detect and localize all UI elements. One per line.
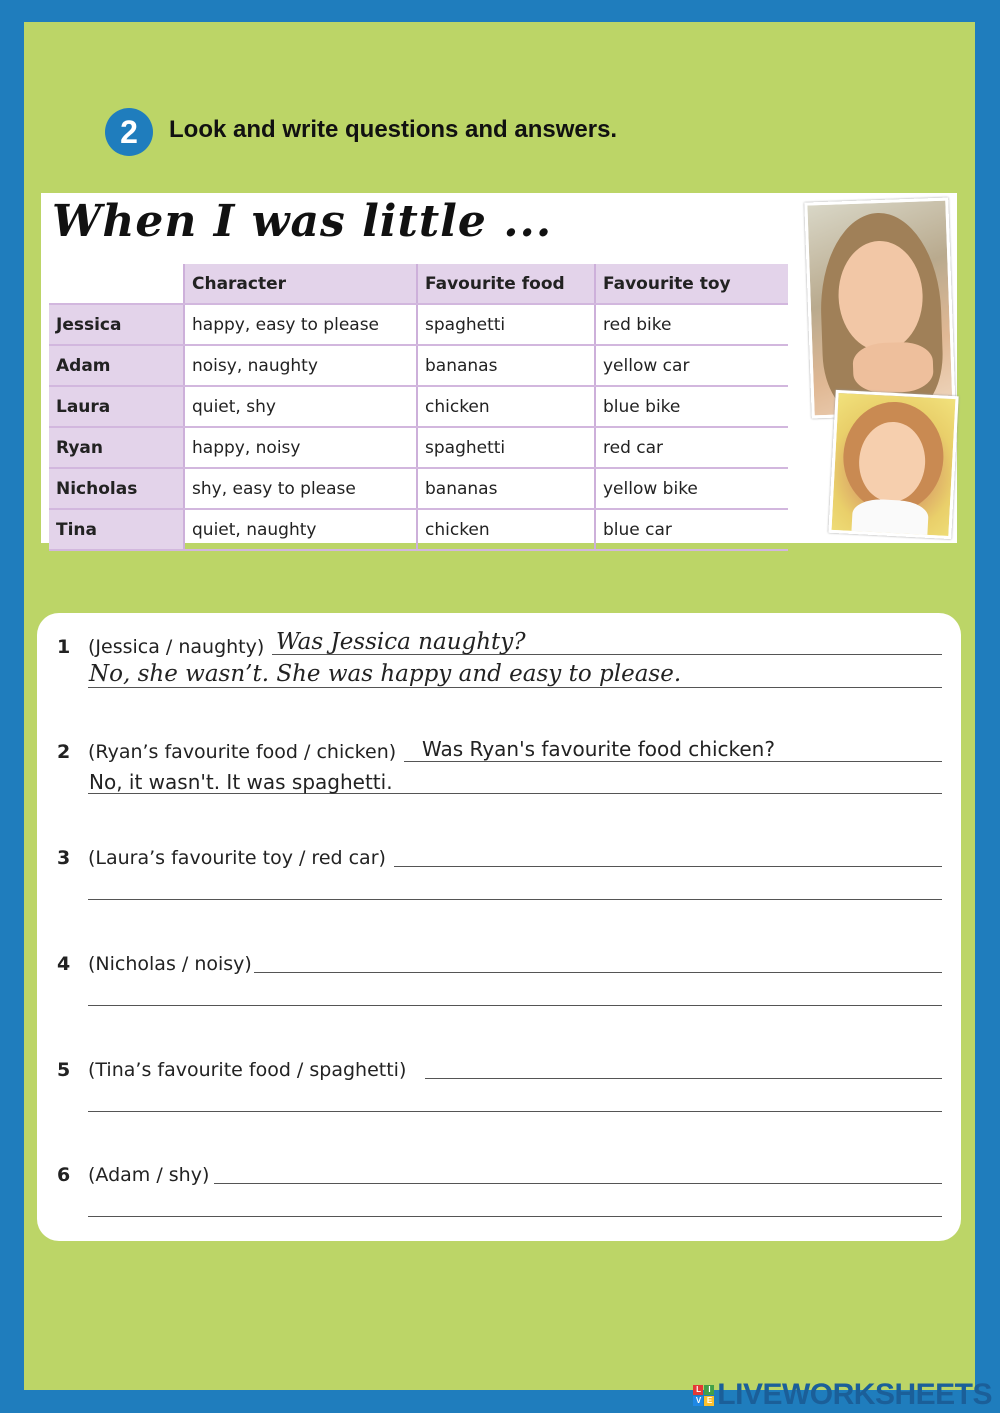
row-food: bananas (417, 468, 595, 509)
row-name: Jessica (49, 304, 184, 345)
table-header-character: Character (184, 264, 417, 304)
question-answer-input[interactable]: Was Jessica naughty? (276, 629, 526, 655)
answer-line (425, 1078, 942, 1079)
question-number: 1 (57, 636, 71, 658)
table-row (49, 386, 788, 427)
row-food: spaghetti (417, 304, 595, 345)
answer-input[interactable]: No, she wasn’t. She was happy and easy to please. (89, 661, 682, 687)
child-photo (828, 390, 958, 539)
row-toy: yellow car (595, 345, 788, 386)
liveworksheets-icon (693, 1385, 714, 1406)
table-header-food: Favourite food (417, 264, 595, 304)
answer-line (88, 687, 942, 688)
table-row (49, 345, 788, 386)
question-number: 6 (57, 1164, 71, 1186)
answer-input[interactable]: No, it wasn't. It was spaghetti. (89, 770, 393, 794)
girl-photo (804, 198, 955, 419)
table-header-toy: Favourite toy (595, 264, 788, 304)
answer-line (88, 1111, 942, 1112)
liveworksheets-logo (693, 1378, 992, 1412)
row-character: quiet, shy (184, 386, 417, 427)
row-toy: blue car (595, 509, 788, 550)
row-name: Ryan (49, 427, 184, 468)
table-row (49, 427, 788, 468)
photo-hands (852, 341, 934, 394)
brand-icon-letter: V (693, 1396, 703, 1406)
question-number: 3 (57, 847, 71, 869)
table-row (49, 468, 788, 509)
question-prompt: (Tina’s favourite food / spaghetti) (88, 1059, 407, 1081)
row-name: Adam (49, 345, 184, 386)
answer-line (88, 1216, 942, 1217)
row-character: shy, easy to please (184, 468, 417, 509)
row-food: chicken (417, 386, 595, 427)
answer-line (88, 1005, 942, 1006)
table-row (49, 509, 788, 550)
table-header-row (49, 264, 788, 304)
answer-line (88, 899, 942, 900)
row-food: bananas (417, 345, 595, 386)
row-character: happy, easy to please (184, 304, 417, 345)
row-toy: yellow bike (595, 468, 788, 509)
row-character: noisy, naughty (184, 345, 417, 386)
row-toy: blue bike (595, 386, 788, 427)
answer-line (254, 972, 942, 973)
answer-line (394, 866, 942, 867)
question-number: 2 (57, 741, 71, 763)
brand-icon-letter: I (704, 1385, 714, 1395)
photo-body (851, 498, 929, 539)
question-prompt: (Adam / shy) (88, 1164, 210, 1186)
row-name: Tina (49, 509, 184, 550)
brand-icon-letter: L (693, 1385, 703, 1395)
question-prompt: (Ryan’s favourite food / chicken) (88, 741, 397, 763)
exercise-instruction: Look and write questions and answers. (169, 116, 618, 143)
question-number: 4 (57, 953, 71, 975)
row-food: chicken (417, 509, 595, 550)
row-name: Nicholas (49, 468, 184, 509)
question-answer-input[interactable]: Was Ryan's favourite food chicken? (422, 737, 775, 761)
answer-line (214, 1183, 942, 1184)
answer-line (404, 761, 942, 762)
table-header-blank (49, 264, 184, 304)
row-character: quiet, naughty (184, 509, 417, 550)
row-toy: red car (595, 427, 788, 468)
brand-icon-letter: E (704, 1396, 714, 1406)
question-number: 5 (57, 1059, 71, 1081)
brand-name: LIVEWORKSHEETS (717, 1378, 992, 1411)
row-character: happy, noisy (184, 427, 417, 468)
row-food: spaghetti (417, 427, 595, 468)
answers-panel (37, 613, 961, 1241)
exercise-number-badge: 2 (105, 108, 153, 156)
info-table (49, 264, 788, 551)
question-prompt: (Laura’s favourite toy / red car) (88, 847, 386, 869)
table-row (49, 304, 788, 345)
table-title: When I was little ... (52, 196, 553, 247)
row-toy: red bike (595, 304, 788, 345)
question-prompt: (Nicholas / noisy) (88, 953, 252, 975)
question-prompt: (Jessica / naughty) (88, 636, 265, 658)
row-name: Laura (49, 386, 184, 427)
